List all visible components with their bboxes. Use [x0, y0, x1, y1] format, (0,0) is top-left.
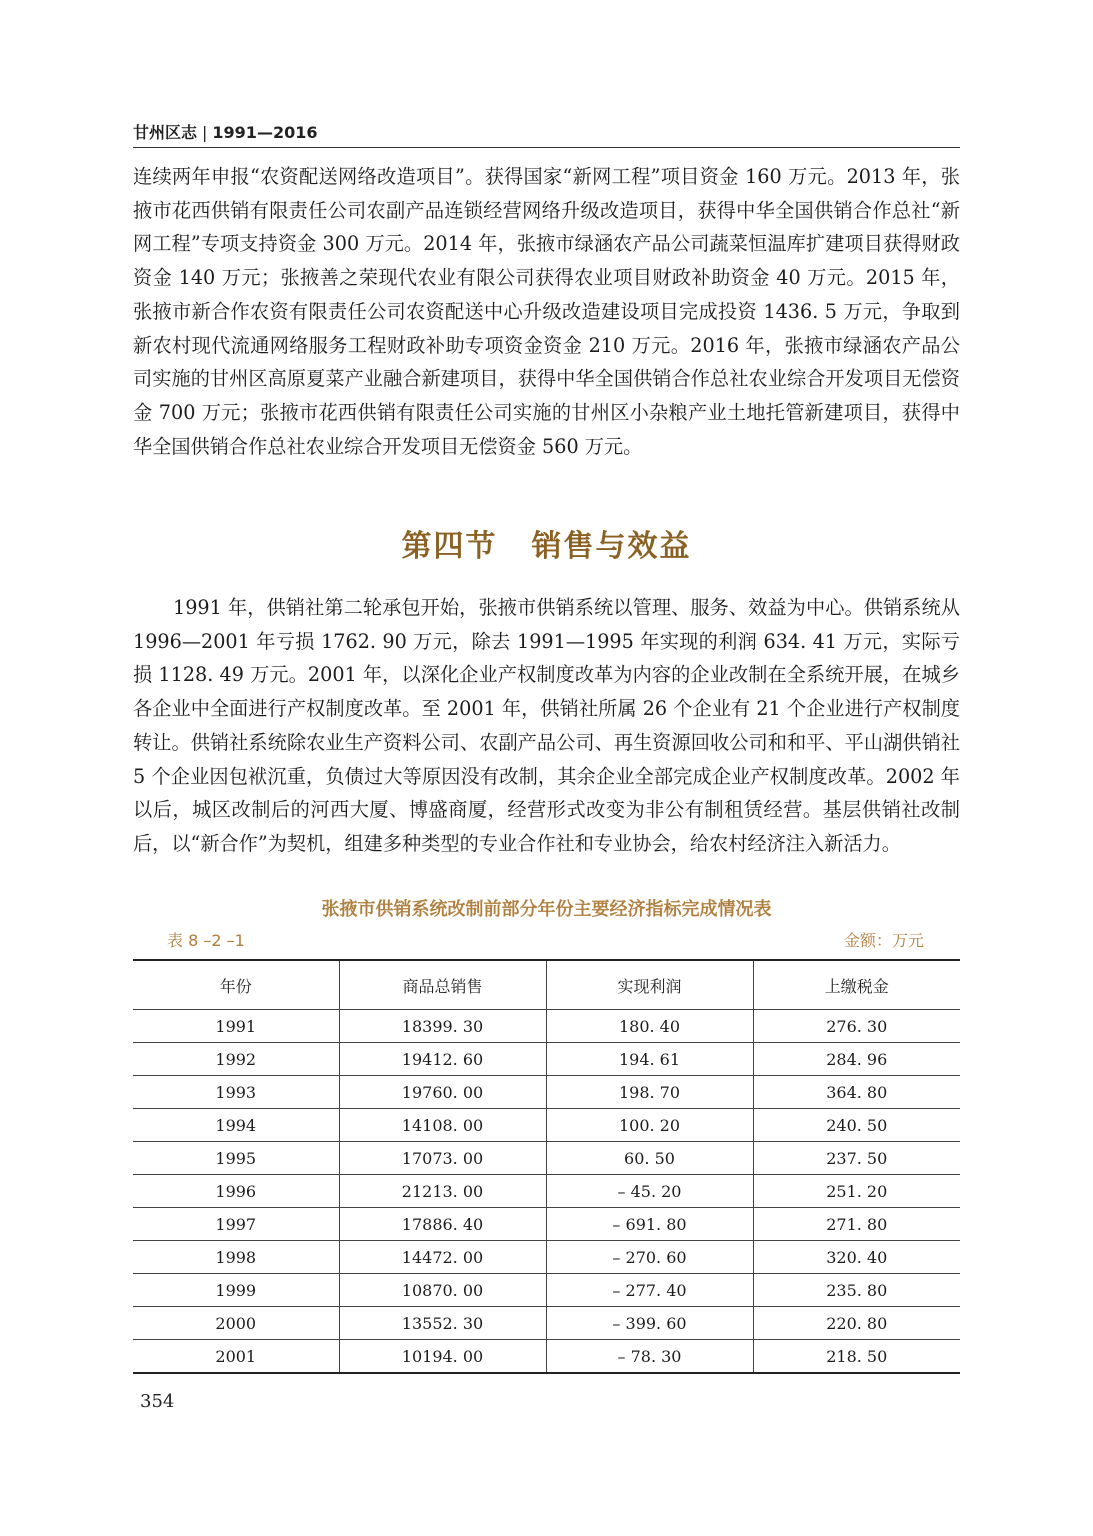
- table-row: [133, 1340, 960, 1374]
- body-paragraph-1: 连续两年申报“农资配送网络改造项目”。获得国家“新网工程”项目资金 160 万元。2013 年，张掖市花西供销有限责任公司农副产品连锁经营网络升级改造项目，获得中华全国供销合作总社“新网工程”专项支持资金 300 万元。2014 年，张掖市绿涵农产品公司蔬菜恒温库扩建项目获得财政资金 140 万元；张掖善之荣现代农业有限公司获得农业项目财政补助资金 40 万元。2015 年，张掖市新合作农资有限责任公司农资配送中心升级改造建设项目完成投资 1436. 5 万元，争取到新农村现代流通网络服务工程财政补助专项资金资金 210 万元。2016 年，张掖市绿涵农产品公司实施的甘州区高原夏菜产业融合新建项目，获得中华全国供销合作总社农业综合开发项目无偿资金 700 万元；张掖市花西供销有限责任公司实施的甘州区小杂粮产业土地托管新建项目，获得中华全国供销合作总社农业综合开发项目无偿资金 560 万元。: [133, 165, 960, 458]
- table-cell: – 691. 80: [546, 1208, 753, 1241]
- body-paragraph-2: 1991 年，供销社第二轮承包开始，张掖市供销系统以管理、服务、效益为中心。供销系统从 1996—2001 年亏损 1762. 90 万元，除去 1991—1995 年实现的利润 634. 41 万元，实际亏损 1128. 49 万元。2001 年，以深化企业产权制度改革为内容的企业改制在全系统开展，在城乡各企业中全面进行产权制度改革。至 2001 年，供销社所属 26 个企业有 21 个企业进行产权制度转让。供销社系统除农业生产资料公司、农副产品公司、再生资源回收公司和和平、平山湖供销社 5 个企业因包袱沉重，负债过大等原因没有改制，其余企业全部完成企业产权制度改革。2002 年以后，城区改制后的河西大厦、博盛商厦，经营形式改变为非公有制租赁经营。基层供销社改制后，以“新合作”为契机，组建多种类型的专业合作社和专业协会，给农村经济注入新活力。: [133, 596, 960, 855]
- table-row: [133, 1010, 960, 1043]
- table-cell: 218. 50: [753, 1340, 960, 1374]
- header-separator: |: [202, 123, 208, 142]
- table-cell: 1991: [133, 1010, 339, 1043]
- table-cell: 100. 20: [546, 1109, 753, 1142]
- table-cell: 1992: [133, 1043, 339, 1076]
- table-cell: 364. 80: [753, 1076, 960, 1109]
- table-cell: 235. 80: [753, 1274, 960, 1307]
- column-header-year: 年份: [133, 960, 339, 1010]
- table-cell: 17886. 40: [339, 1208, 546, 1241]
- table-cell: 320. 40: [753, 1241, 960, 1274]
- header-years: 1991—2016: [212, 123, 318, 142]
- table-number: 表 8 –2 –1: [167, 931, 245, 950]
- section-heading: 销售与效益: [531, 529, 692, 564]
- table-cell: 60. 50: [546, 1142, 753, 1175]
- table-cell: 251. 20: [753, 1175, 960, 1208]
- table-cell: 1994: [133, 1109, 339, 1142]
- table-cell: 18399. 30: [339, 1010, 546, 1043]
- table-cell: – 270. 60: [546, 1241, 753, 1274]
- table-row: [133, 1175, 960, 1208]
- table-cell: 276. 30: [753, 1010, 960, 1043]
- table-cell: 194. 61: [546, 1043, 753, 1076]
- section-number: 第四节: [401, 529, 498, 564]
- table-cell: 17073. 00: [339, 1142, 546, 1175]
- page-number: 354: [140, 1391, 175, 1412]
- table-cell: 19760. 00: [339, 1076, 546, 1109]
- table-row: [133, 1208, 960, 1241]
- table-cell: 1993: [133, 1076, 339, 1109]
- table-cell: 1996: [133, 1175, 339, 1208]
- economic-indicators-table: [133, 959, 960, 1374]
- table-cell: 220. 80: [753, 1307, 960, 1340]
- table-cell: 240. 50: [753, 1109, 960, 1142]
- table-cell: 1995: [133, 1142, 339, 1175]
- table-cell: 271. 80: [753, 1208, 960, 1241]
- table-row: [133, 1274, 960, 1307]
- table-cell: – 399. 60: [546, 1307, 753, 1340]
- table-unit: 金额：万元: [843, 931, 924, 950]
- table-cell: 13552. 30: [339, 1307, 546, 1340]
- table-header-row: [133, 960, 960, 1010]
- table-cell: 1998: [133, 1241, 339, 1274]
- table-cell: 284. 96: [753, 1043, 960, 1076]
- table-title: 张掖市供销系统改制前部分年份主要经济指标完成情况表: [321, 899, 772, 920]
- table-cell: – 78. 30: [546, 1340, 753, 1374]
- running-header: [133, 120, 960, 148]
- column-header-sales: 商品总销售: [339, 960, 546, 1010]
- table-row: [133, 1241, 960, 1274]
- table-row: [133, 1142, 960, 1175]
- column-header-tax: 上缴税金: [753, 960, 960, 1010]
- table-cell: – 277. 40: [546, 1274, 753, 1307]
- table-cell: 14108. 00: [339, 1109, 546, 1142]
- table-cell: 19412. 60: [339, 1043, 546, 1076]
- table-cell: – 45. 20: [546, 1175, 753, 1208]
- table-row: [133, 1307, 960, 1340]
- table-cell: 237. 50: [753, 1142, 960, 1175]
- table-cell: 10194. 00: [339, 1340, 546, 1374]
- table-cell: 10870. 00: [339, 1274, 546, 1307]
- table-cell: 2000: [133, 1307, 339, 1340]
- column-header-profit: 实现利润: [546, 960, 753, 1010]
- table-cell: 180. 40: [546, 1010, 753, 1043]
- table-row: [133, 1109, 960, 1142]
- table-cell: 21213. 00: [339, 1175, 546, 1208]
- table-row: [133, 1076, 960, 1109]
- table-cell: 198. 70: [546, 1076, 753, 1109]
- section-title: [133, 521, 960, 565]
- table-cell: 2001: [133, 1340, 339, 1374]
- header-book-title: 甘州区志: [133, 123, 198, 142]
- table-cell: 1999: [133, 1274, 339, 1307]
- table-cell: 1997: [133, 1208, 339, 1241]
- table-row: [133, 1043, 960, 1076]
- table-cell: 14472. 00: [339, 1241, 546, 1274]
